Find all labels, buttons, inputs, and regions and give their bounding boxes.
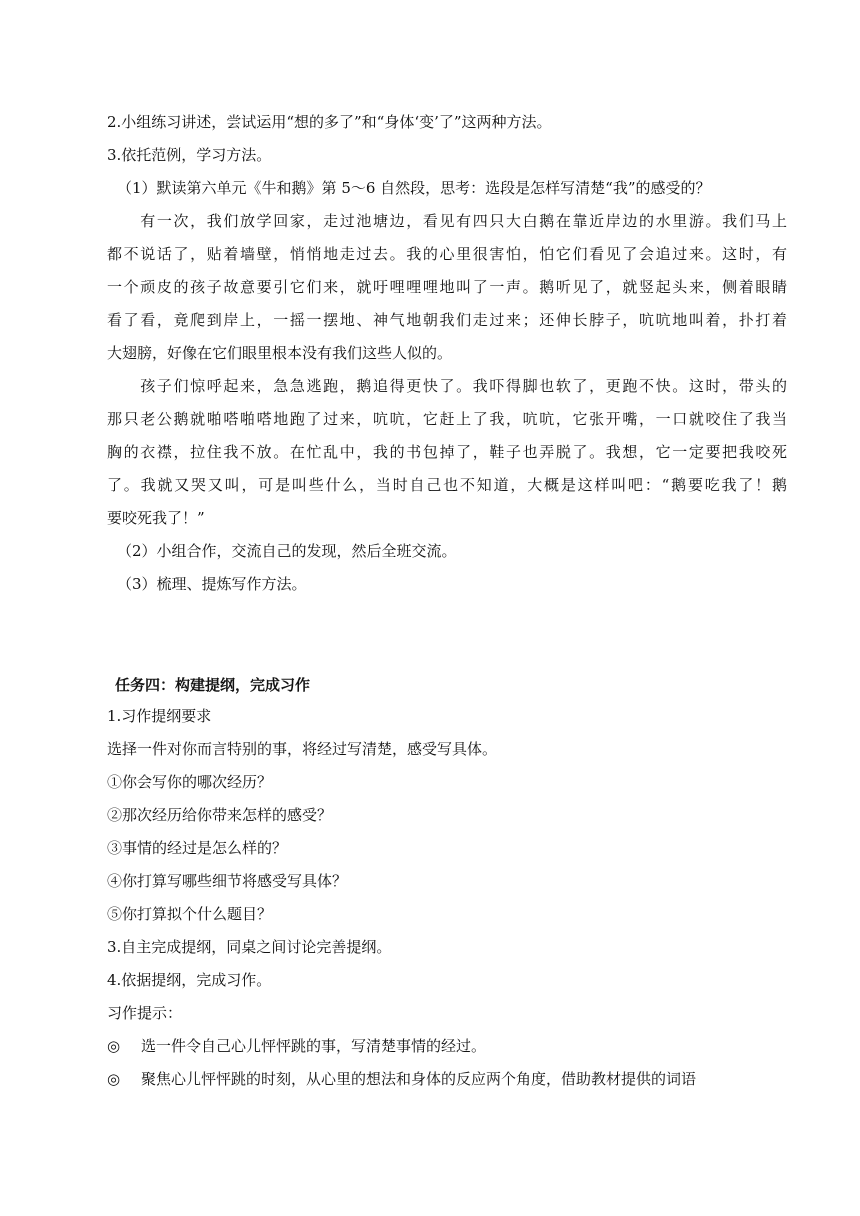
passage-2-line: 那只老公鹅就啪嗒啪嗒地跑了过来，吭吭，它赶上了我，吭吭，它张开嘴，一口就咬住了我当 xyxy=(107,410,787,428)
passage-1-line: 有一次，我们放学回家，走过池塘边，看见有四只大白鹅在靠近岸边的水里游。我们马上 xyxy=(107,212,787,230)
sub-step-2-text: （2）小组合作，交流自己的发现，然后全班交流。 xyxy=(117,542,457,560)
outline-question: ⑤你打算拟个什么题目？ xyxy=(107,905,273,923)
task-4-heading: 任务四：构建提纲，完成习作 xyxy=(115,676,311,694)
passage-2-line: 孩子们惊呼起来，急急逃跑，鹅追得更快了。我吓得脚也软了，更跑不快。这时，带头的 xyxy=(107,377,787,395)
passage-2-line: 了。我就又哭又叫，可是叫些什么，当时自己也不知道，大概是这样叫吧：“鹅要吃我了！鹅 xyxy=(107,476,787,494)
task-4-item-3: 3.自主完成提纲，同桌之间讨论完善提纲。 xyxy=(107,938,392,956)
tip-item xyxy=(107,1069,696,1091)
tips-label: 习作提示： xyxy=(107,1004,183,1022)
outline-question: ②那次经历给你带来怎样的感受？ xyxy=(107,806,333,824)
bullet-icon: ◎ xyxy=(107,1037,121,1055)
task-4-intro: 选择一件对你而言特别的事，将经过写清楚，感受写具体。 xyxy=(107,740,498,758)
passage-2-line: 要咬死我了！” xyxy=(107,509,205,527)
bullet-icon: ◎ xyxy=(107,1070,121,1088)
outline-question: ①你会写你的哪次经历？ xyxy=(107,773,273,791)
step-2-text: 2.小组练习讲述，尝试运用“想的多了”和“身体‘变’了”这两种方法。 xyxy=(107,113,552,131)
passage-2-line: 胸的衣襟，拉住我不放。在忙乱中，我的书包掉了，鞋子也弄脱了。我想，它一定要把我咬死 xyxy=(107,443,787,461)
passage-1-line: 看了看，竟爬到岸上，一摇一摆地、神气地朝我们走过来；还伸长脖子，吭吭地叫着，扑打着 xyxy=(107,311,787,329)
tip-text: 选一件令自己心儿怦怦跳的事，写清楚事情的经过。 xyxy=(141,1037,487,1055)
task-4-item-4: 4.依据提纲，完成习作。 xyxy=(107,971,272,989)
passage-1-line: 一个顽皮的孩子故意要引它们来，就吁哩哩哩地叫了一声。鹅听见了，就竖起头来，侧着眼睛 xyxy=(107,278,787,296)
step-3-text: 3.依托范例，学习方法。 xyxy=(107,146,272,164)
outline-question: ④你打算写哪些细节将感受写具体？ xyxy=(107,872,348,890)
sub-step-3-text: （3）梳理、提炼写作方法。 xyxy=(117,575,307,593)
outline-question: ③事情的经过是怎么样的？ xyxy=(107,839,288,857)
passage-1-line: 都不说话了，贴着墙壁，悄悄地走过去。我的心里很害怕，怕它们看见了会追过来。这时，有 xyxy=(107,245,787,263)
task-4-item-1: 1.习作提纲要求 xyxy=(107,707,212,725)
passage-1-line: 大翅膀，好像在它们眼里根本没有我们这些人似的。 xyxy=(107,344,453,362)
tip-text: 聚焦心儿怦怦跳的时刻，从心里的想法和身体的反应两个角度，借助教材提供的词语 xyxy=(141,1070,697,1088)
tip-item xyxy=(107,1036,486,1058)
sub-step-1-text: （1）默读第六单元《牛和鹅》第 5～6 自然段，思考：选段是怎样写清楚“我”的感受的？ xyxy=(117,179,711,197)
